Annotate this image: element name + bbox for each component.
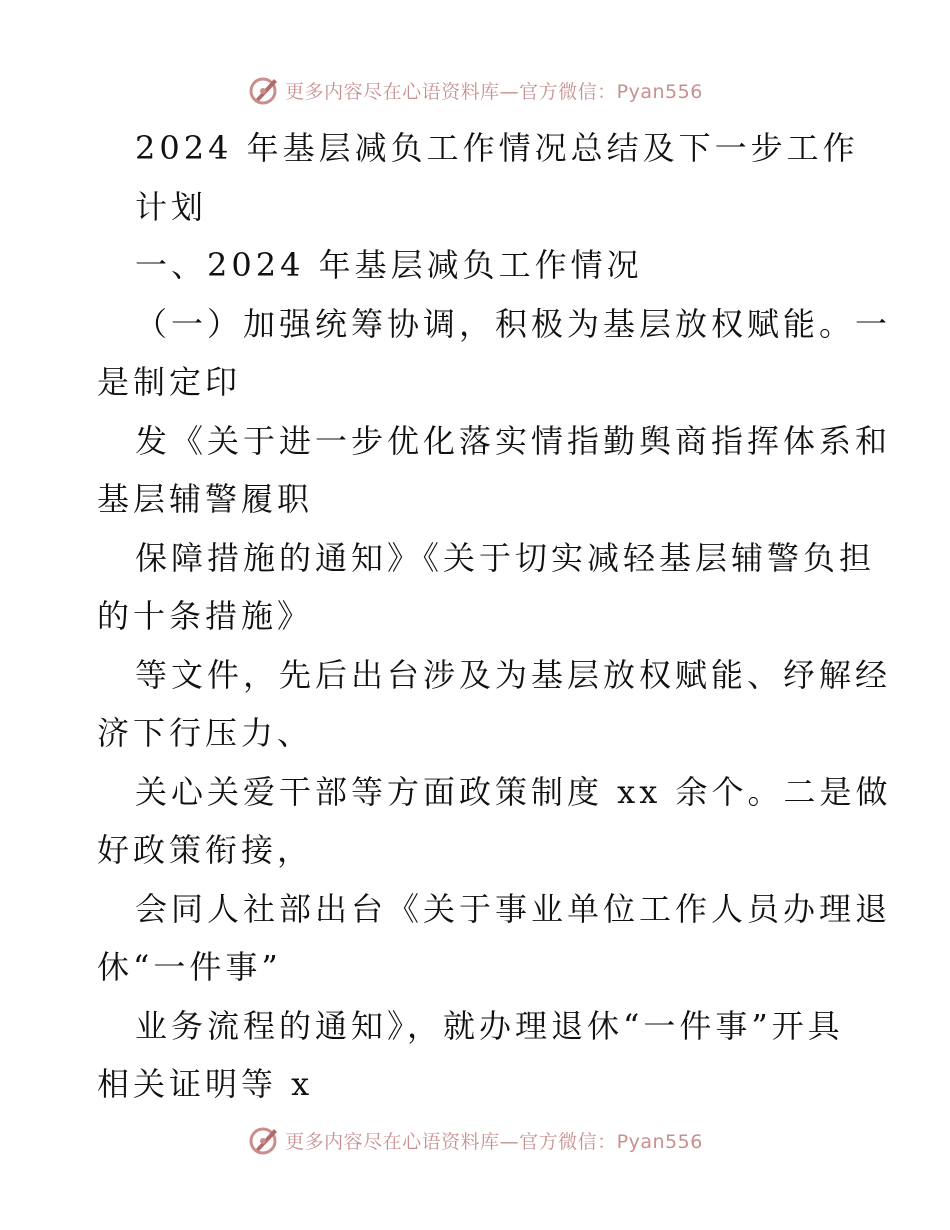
paragraph-line: 济下行压力、 [97,714,314,752]
paragraph-line: 业务流程的通知》，就办理退休“一件事”开具 [135,1007,844,1045]
paragraph-line: 等文件，先后出台涉及为基层放权赋能、纾解经 [135,656,892,694]
paragraph-line: 关心关爱干部等方面政策制度 xx 余个。二是做 [135,773,892,811]
paragraph-line: 相关证明等 x [97,1065,314,1103]
section-heading: 一、2024 年基层减负工作情况 [135,246,643,284]
paragraph-line: 发《关于进一步优化落实情指勤舆商指挥体系和 [135,422,892,460]
paragraph-line: 保障措施的通知》《关于切实减轻基层辅警负担 [135,539,876,577]
header-watermark [0,70,950,110]
watermark-text: 更多内容尽在心语资料库—官方微信：Pyan556 [285,80,703,103]
paragraph-line: 基层辅警履职 [97,480,314,518]
watermark-text: 更多内容尽在心语资料库—官方微信：Pyan556 [285,1130,703,1153]
pen-logo-icon [247,73,281,107]
footer-watermark [0,1120,950,1160]
title-line-1: 2024 年基层减负工作情况总结及下一步工作 [135,129,859,167]
paragraph-line: 好政策衔接， [97,831,314,869]
pen-logo-icon [247,1123,281,1157]
paragraph-line: 会同人社部出台《关于事业单位工作人员办理退 [135,890,892,928]
paragraph-line: 是制定印 [97,363,242,401]
title-line-2: 计划 [135,188,208,226]
paragraph-line: 休“一件事” [97,948,282,986]
paragraph-line: 的十条措施》 [97,597,314,635]
paragraph-line: （一）加强统筹协调，积极为基层放权赋能。一 [135,305,892,343]
